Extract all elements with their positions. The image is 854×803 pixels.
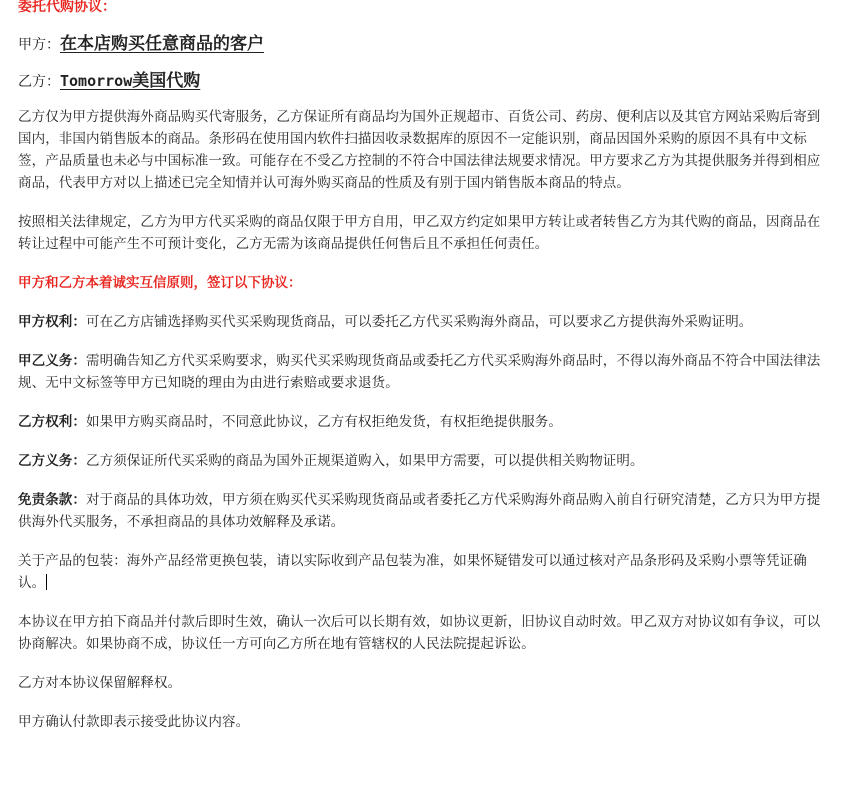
agreement-document bbox=[18, 0, 823, 750]
party-b-name bbox=[60, 71, 200, 91]
party-a-name: 在本店购买任意商品的客户 bbox=[60, 34, 264, 54]
party-b-label: 乙方： bbox=[18, 74, 60, 90]
text-cursor bbox=[46, 574, 47, 590]
clause-label: 甲方权利： bbox=[18, 314, 86, 330]
clause-label: 乙方义务： bbox=[18, 453, 86, 469]
clause-label: 乙方权利： bbox=[18, 414, 86, 430]
party-b-name-cn: 美国代购 bbox=[132, 71, 201, 91]
clause-text: 需明确告知乙方代买采购要求，购买代买采购现货商品或委托乙方代买采购海外商品时，不得以海外商品不符合中国法律法规、无中文标签等甲方已知晓的理由为由进行索赔或要求退货。 bbox=[18, 353, 821, 391]
clause-party-b-duties bbox=[18, 450, 823, 472]
packaging-text: 关于产品的包装：海外产品经常更换包装，请以实际收到产品包装为准，如果怀疑错发可以通过核对产品条形码及采购小票等凭证确认。 bbox=[18, 553, 807, 591]
agreement-heading: 甲方和乙方本着诚实互信原则，签订以下协议： bbox=[18, 275, 302, 291]
agreement-title: 委托代购协议： bbox=[18, 0, 116, 15]
clause-disclaimer bbox=[18, 489, 823, 533]
clause-text: 如果甲方购买商品时，不同意此协议，乙方有权拒绝发货，有权拒绝提供服务。 bbox=[86, 414, 562, 430]
party-a-line bbox=[18, 32, 823, 57]
packaging-paragraph bbox=[18, 550, 823, 594]
clause-label: 免责条款： bbox=[18, 492, 86, 508]
clause-party-a-duties bbox=[18, 350, 823, 394]
clause-label: 甲乙义务： bbox=[18, 353, 86, 369]
intro-paragraph-2: 按照相关法律规定，乙方为甲方代买采购的商品仅限于甲方自用，甲乙双方约定如果甲方转让或者转售乙方为其代购的商品，因商品在转让过程中可能产生不可预计变化，乙方无需为该商品提供任何售后且不承担任何责任。 bbox=[18, 214, 821, 252]
clause-party-a-rights bbox=[18, 311, 823, 333]
clause-party-b-rights bbox=[18, 411, 823, 433]
clause-text: 对于商品的具体功效，甲方须在购买代买采购现货商品或者委托乙方代采购海外商品购入前自行研究清楚，乙方只为甲方提供海外代买服务，不承担商品的具体功效解释及承诺。 bbox=[18, 492, 821, 530]
acceptance-paragraph: 甲方确认付款即表示接受此协议内容。 bbox=[18, 714, 250, 730]
interpretation-paragraph: 乙方对本协议保留解释权。 bbox=[18, 675, 182, 691]
party-a-label: 甲方： bbox=[18, 37, 60, 53]
clause-text: 乙方须保证所代买采购的商品为国外正规渠道购入，如果甲方需要，可以提供相关购物证明。 bbox=[86, 453, 644, 469]
effectiveness-paragraph: 本协议在甲方拍下商品并付款后即时生效，确认一次后可以长期有效，如协议更新，旧协议自动时效。甲乙双方对协议如有争议，可以协商解决。如果协商不成，协议任一方可向乙方所在地有管辖权的人民法院提起诉讼。 bbox=[18, 614, 821, 652]
party-b-name-en: Tomorrow bbox=[60, 72, 133, 90]
clause-text: 可在乙方店铺选择购买代买采购现货商品，可以委托乙方代买采购海外商品，可以要求乙方提供海外采购证明。 bbox=[86, 314, 753, 330]
party-b-line bbox=[18, 69, 823, 94]
intro-paragraph-1: 乙方仅为甲方提供海外商品购买代寄服务，乙方保证所有商品均为国外正规超市、百货公司、药房、便利店以及其官方网站采购后寄到国内，非国内销售版本的商品。条形码在使用国内软件扫描因收录数据库的原因不一定能识别，商品因国外采购的原因不具有中文标签，产品质量也未必与中国标准一致。可能存在不受乙方控制的不符合中国法律法规要求情况。甲方要求乙方为其提供服务并得到相应商品，代表甲方对以上描述已完全知情并认可海外购买商品的性质及有别于国内销售版本商品的特点。 bbox=[18, 109, 821, 191]
